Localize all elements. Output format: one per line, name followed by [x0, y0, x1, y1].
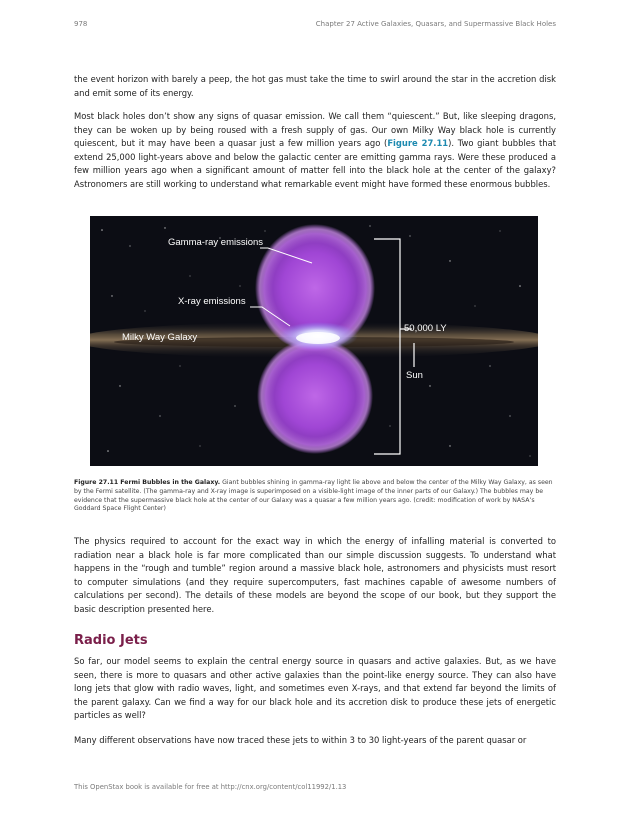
paragraph-5-text: Many different observations have now traced these jets to within 3 to 30 light-years of the parent quasar or [74, 735, 527, 745]
caption-title: Figure 27.11 Fermi Bubbles in the Galaxy. [74, 479, 221, 486]
sun-label: Sun [406, 370, 423, 381]
paragraph-4 [74, 655, 556, 723]
paragraph-2 [74, 110, 556, 192]
figure-link[interactable]: Figure 27.11 [387, 138, 449, 149]
footer: This OpenStax book is available for free at http://cnx.org/content/col11992/1.13 [74, 783, 347, 791]
paragraph-1-text: the event horizon with barely a peep, the hot gas must take the time to swirl around the star in the accretion disk and emit some of its energy. [74, 74, 556, 98]
milky-way-label: Milky Way Galaxy [122, 332, 198, 343]
gamma-label: Gamma-ray emissions [168, 237, 264, 248]
page-number: 978 [74, 20, 88, 28]
fermi-bubbles-image [90, 216, 538, 466]
paragraph-3-text: The physics required to account for the exact way in which the energy of infalling material is converted to radiation near a black hole is far more complicated than our simple discussion suggests. To understand what happens in the “rough and tumble” region around a massive black hole, astronomers and physicists must resort to computer simulations (and they require supercomputers, fast machines capable of awesome numbers of calculations per second). The details of these models are beyond the scope of our book, but they support the basic description presented here. [74, 536, 556, 614]
paragraph-1 [74, 73, 556, 100]
figure-caption [74, 479, 556, 514]
paragraph-5 [74, 734, 556, 748]
caption-text: Giant bubbles shining in gamma-ray light lie above and below the center of the Milky Way Galaxy, as seen by the Fermi satellite. (The gamma-ray and X-ray image is superimposed on a visible-light image of the inner parts of our Galaxy.) The bubbles may be evidence that the supermassive black hole at the center of our Galaxy was a quasar a few million years ago. (credit: modification of work by NASA’s Goddard Space Flight Center) [74, 479, 553, 513]
paragraph-2-before: Most black holes don’t show any signs of quasar emission. We call them “quiescent.” But, like sleeping dragons, they can be woken up by being roused with a fresh supply of gas. Our own Milky Way black hole is currently quiescent, but it may have been a quasar just a few million years ago ( [74, 111, 556, 149]
section-title: Radio Jets [74, 633, 148, 648]
xray-label: X-ray emissions [178, 296, 246, 307]
distance-label: 50,000 LY [404, 323, 447, 334]
paragraph-3 [74, 535, 556, 617]
fermi-bubbles-figure [90, 216, 538, 466]
paragraph-2-after: ). Two giant bubbles that extend 25,000 light-years above and below the galactic center are emitting gamma rays. Were these produced a few million years ago when a significant amount of matter fell into the black hole at the center of the galaxy? Astronomers are still working to understand what remarkable event might have formed these enormous bubbles. [74, 138, 556, 189]
paragraph-2-text [74, 110, 556, 192]
chapter-header: Chapter 27 Active Galaxies, Quasars, and Supermassive Black Holes [315, 20, 556, 28]
paragraph-4-text: So far, our model seems to explain the central energy source in quasars and active galaxies. But, as we have seen, there is more to quasars and other active galaxies than the point-like energy source. They can also have long jets that glow with radio waves, light, and sometimes even X-rays, and that extend far beyond the limits of the parent galaxy. Can we find a way for our black hole and its accretion disk to produce these jets of energetic particles as well? [74, 656, 556, 721]
